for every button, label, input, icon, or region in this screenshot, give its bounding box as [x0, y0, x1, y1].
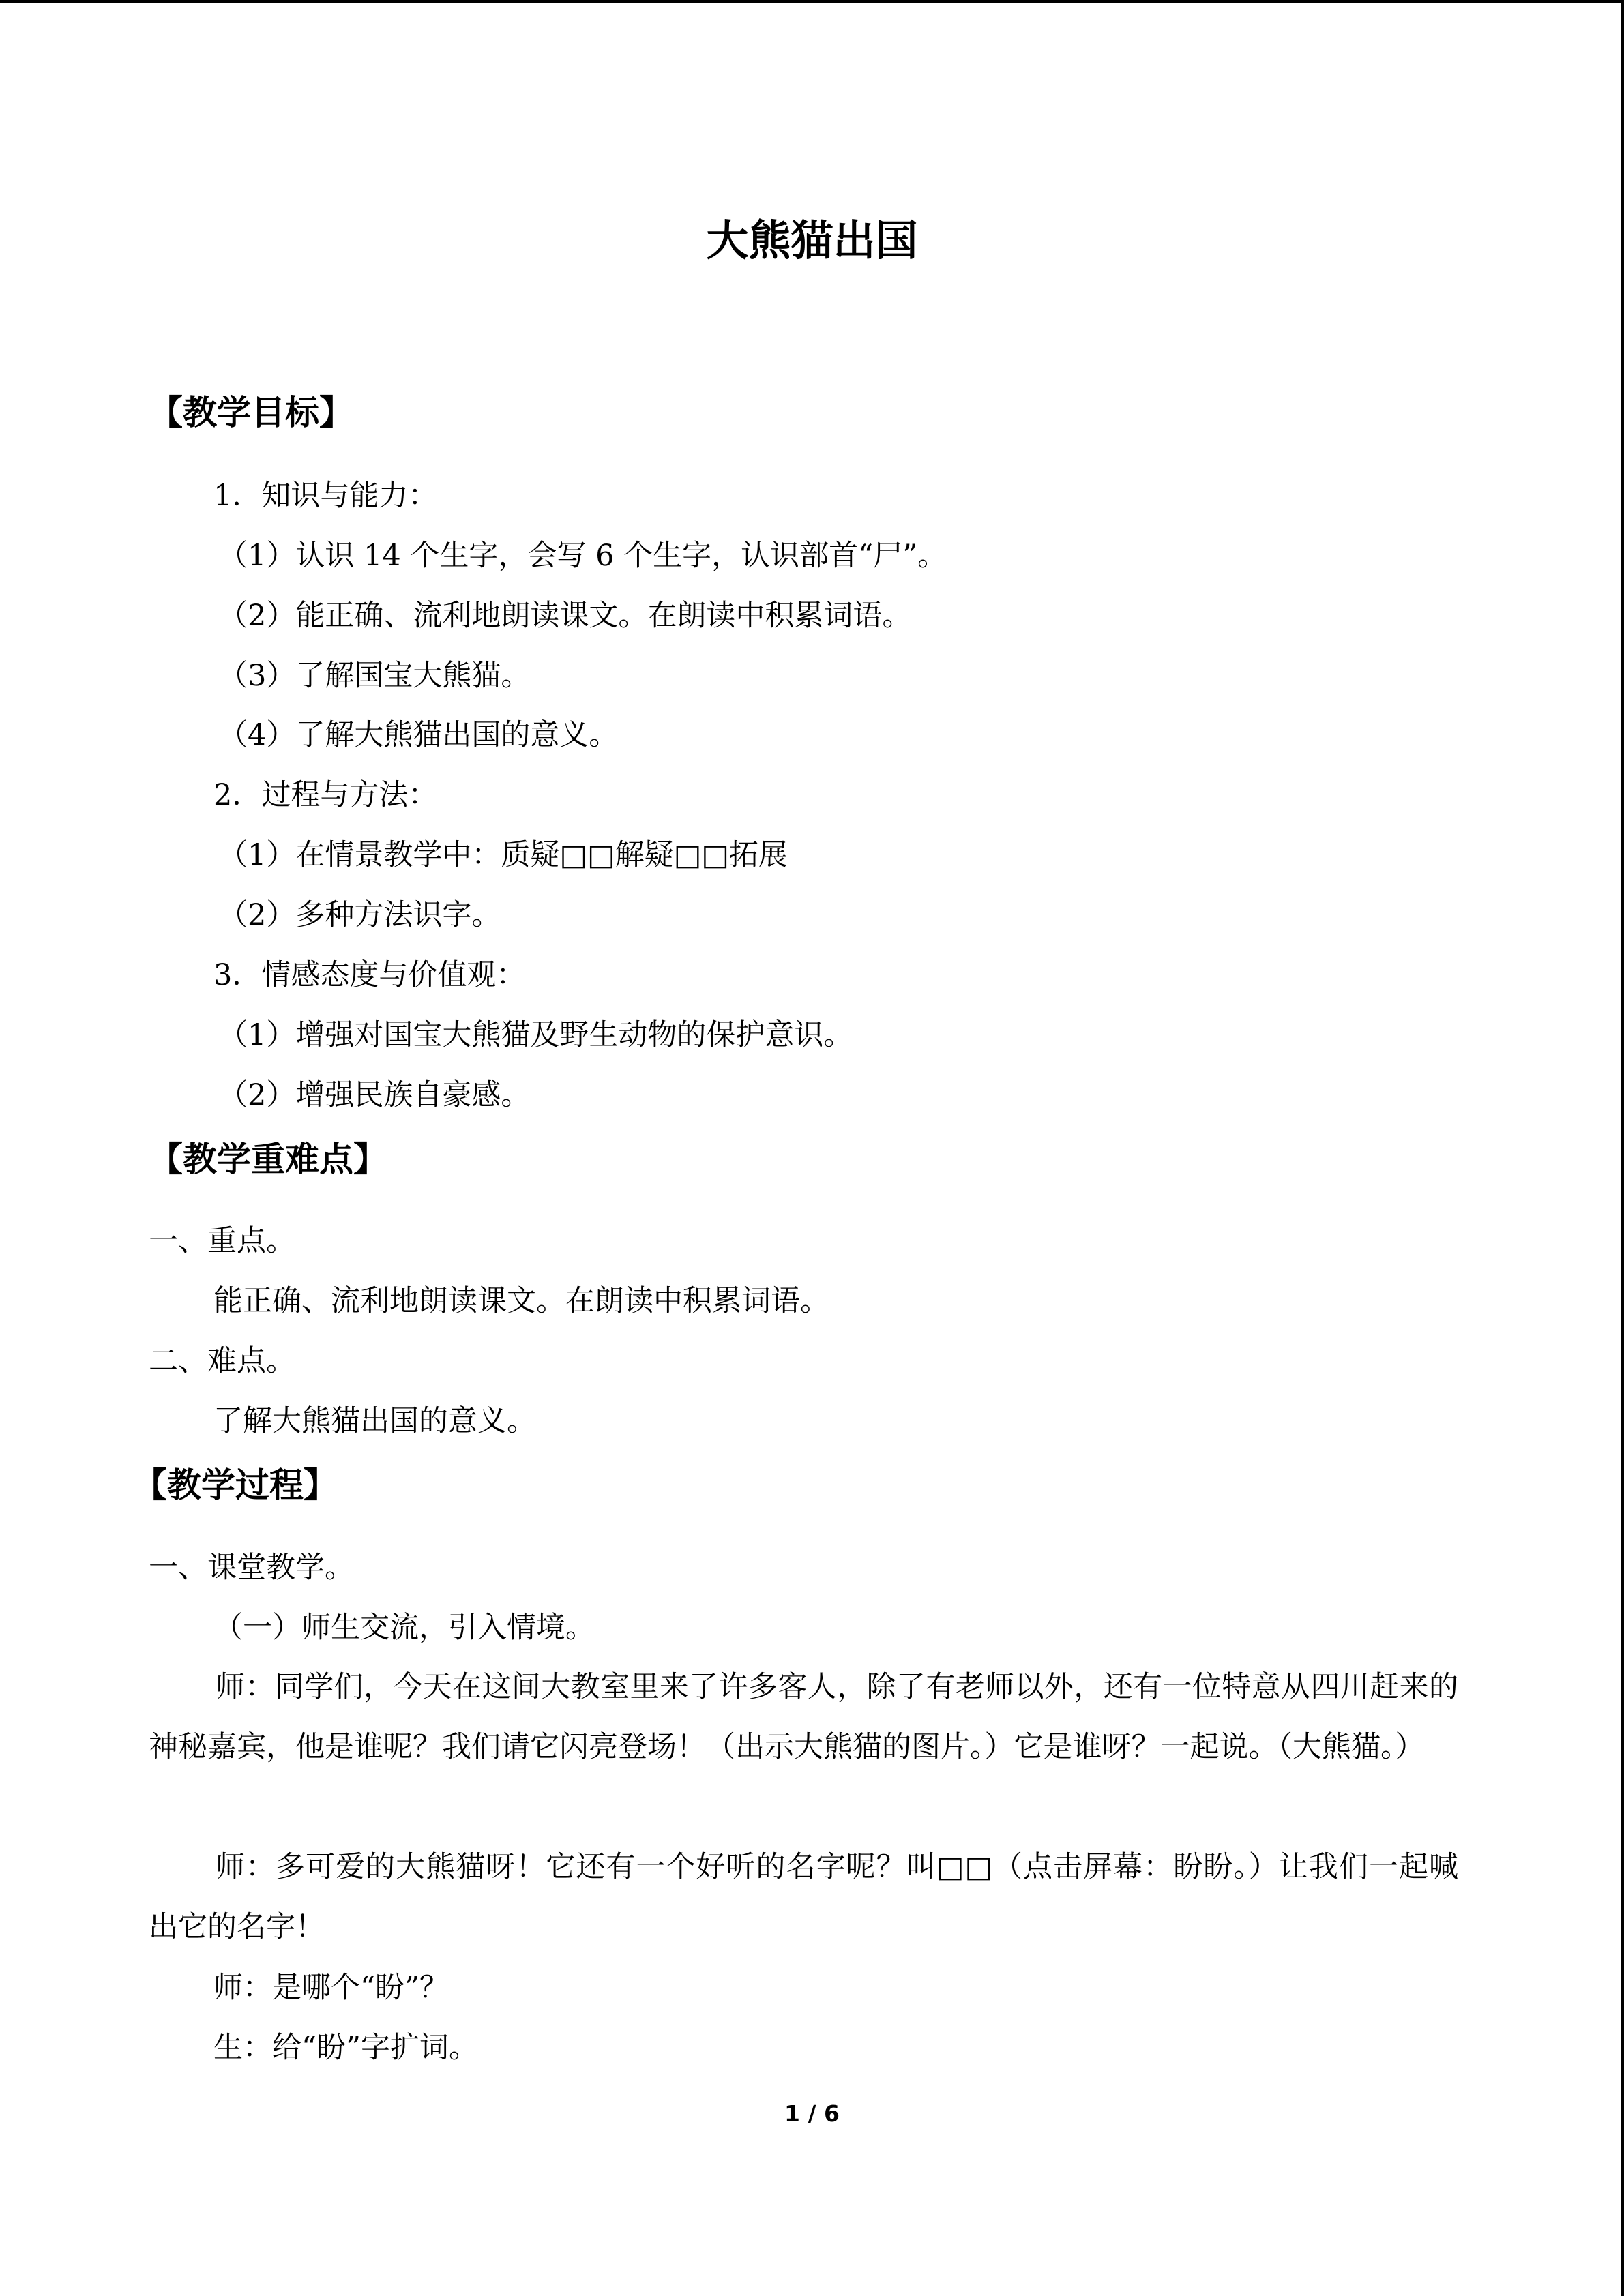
- process-paragraph-1: 师：同学们，今天在这间大教室里来了许多客人，除了有老师以外，还有一位特意从四川赶来的神秘嘉宾，他是谁呢？我们请它闪亮登场！（出示大熊猫的图片。）它是谁呀？一起说。（大熊猫。）: [149, 1670, 1458, 1764]
- difficulty-heading: 二、难点。: [149, 1344, 295, 1378]
- focus-text: 能正确、流利地朗读课文。在朗读中积累词语。: [213, 1284, 829, 1318]
- section-heading-process: 【教学过程】: [133, 1465, 338, 1505]
- page-number: 1 / 6: [784, 2100, 840, 2127]
- objective-item-3: 3．情感态度与价值观：: [213, 958, 526, 992]
- section-heading-objectives: 【教学目标】: [149, 393, 353, 432]
- objective-item-2-2: （2）多种方法识字。: [218, 898, 501, 932]
- objective-item-3-1: （1）增强对国宝大熊猫及野生动物的保护意识。: [218, 1018, 853, 1052]
- page-border-right: [1621, 0, 1624, 2296]
- page-border-top: [0, 0, 1624, 3]
- objective-item-2-1: （1）在情景教学中：质疑□□解疑□□拓展: [218, 838, 788, 872]
- process-line-3: 师：是哪个“盼”？: [213, 1971, 449, 2005]
- focus-heading: 一、重点。: [149, 1224, 295, 1258]
- process-line-4: 生：给“盼”字扩词。: [213, 2031, 478, 2065]
- objective-item-1-3: （3）了解国宝大熊猫。: [218, 659, 531, 693]
- process-paragraph-2: 师：多可爱的大熊猫呀！它还有一个好听的名字呢？叫□□（点击屏幕：盼盼。）让我们一起喊出它的名字！: [149, 1850, 1458, 1944]
- section-heading-key-points: 【教学重难点】: [149, 1139, 387, 1179]
- process-step-1: 一、课堂教学。: [149, 1551, 354, 1585]
- objective-item-1-2: （2）能正确、流利地朗读课文。在朗读中积累词语。: [218, 599, 912, 633]
- difficulty-text: 了解大熊猫出国的意义。: [213, 1404, 536, 1438]
- objective-item-3-2: （2）增强民族自豪感。: [218, 1078, 531, 1112]
- objective-item-1-1: （1）认识 14 个生字，会写 6 个生字，认识部首“尸”。: [218, 539, 947, 573]
- document-title: 大熊猫出国: [706, 215, 918, 265]
- objective-item-1-4: （4）了解大熊猫出国的意义。: [218, 718, 619, 752]
- objective-item-1: 1．知识与能力：: [213, 479, 438, 513]
- objective-item-2: 2．过程与方法：: [213, 778, 438, 812]
- process-sub-1: （一）师生交流，引入情境。: [213, 1611, 595, 1645]
